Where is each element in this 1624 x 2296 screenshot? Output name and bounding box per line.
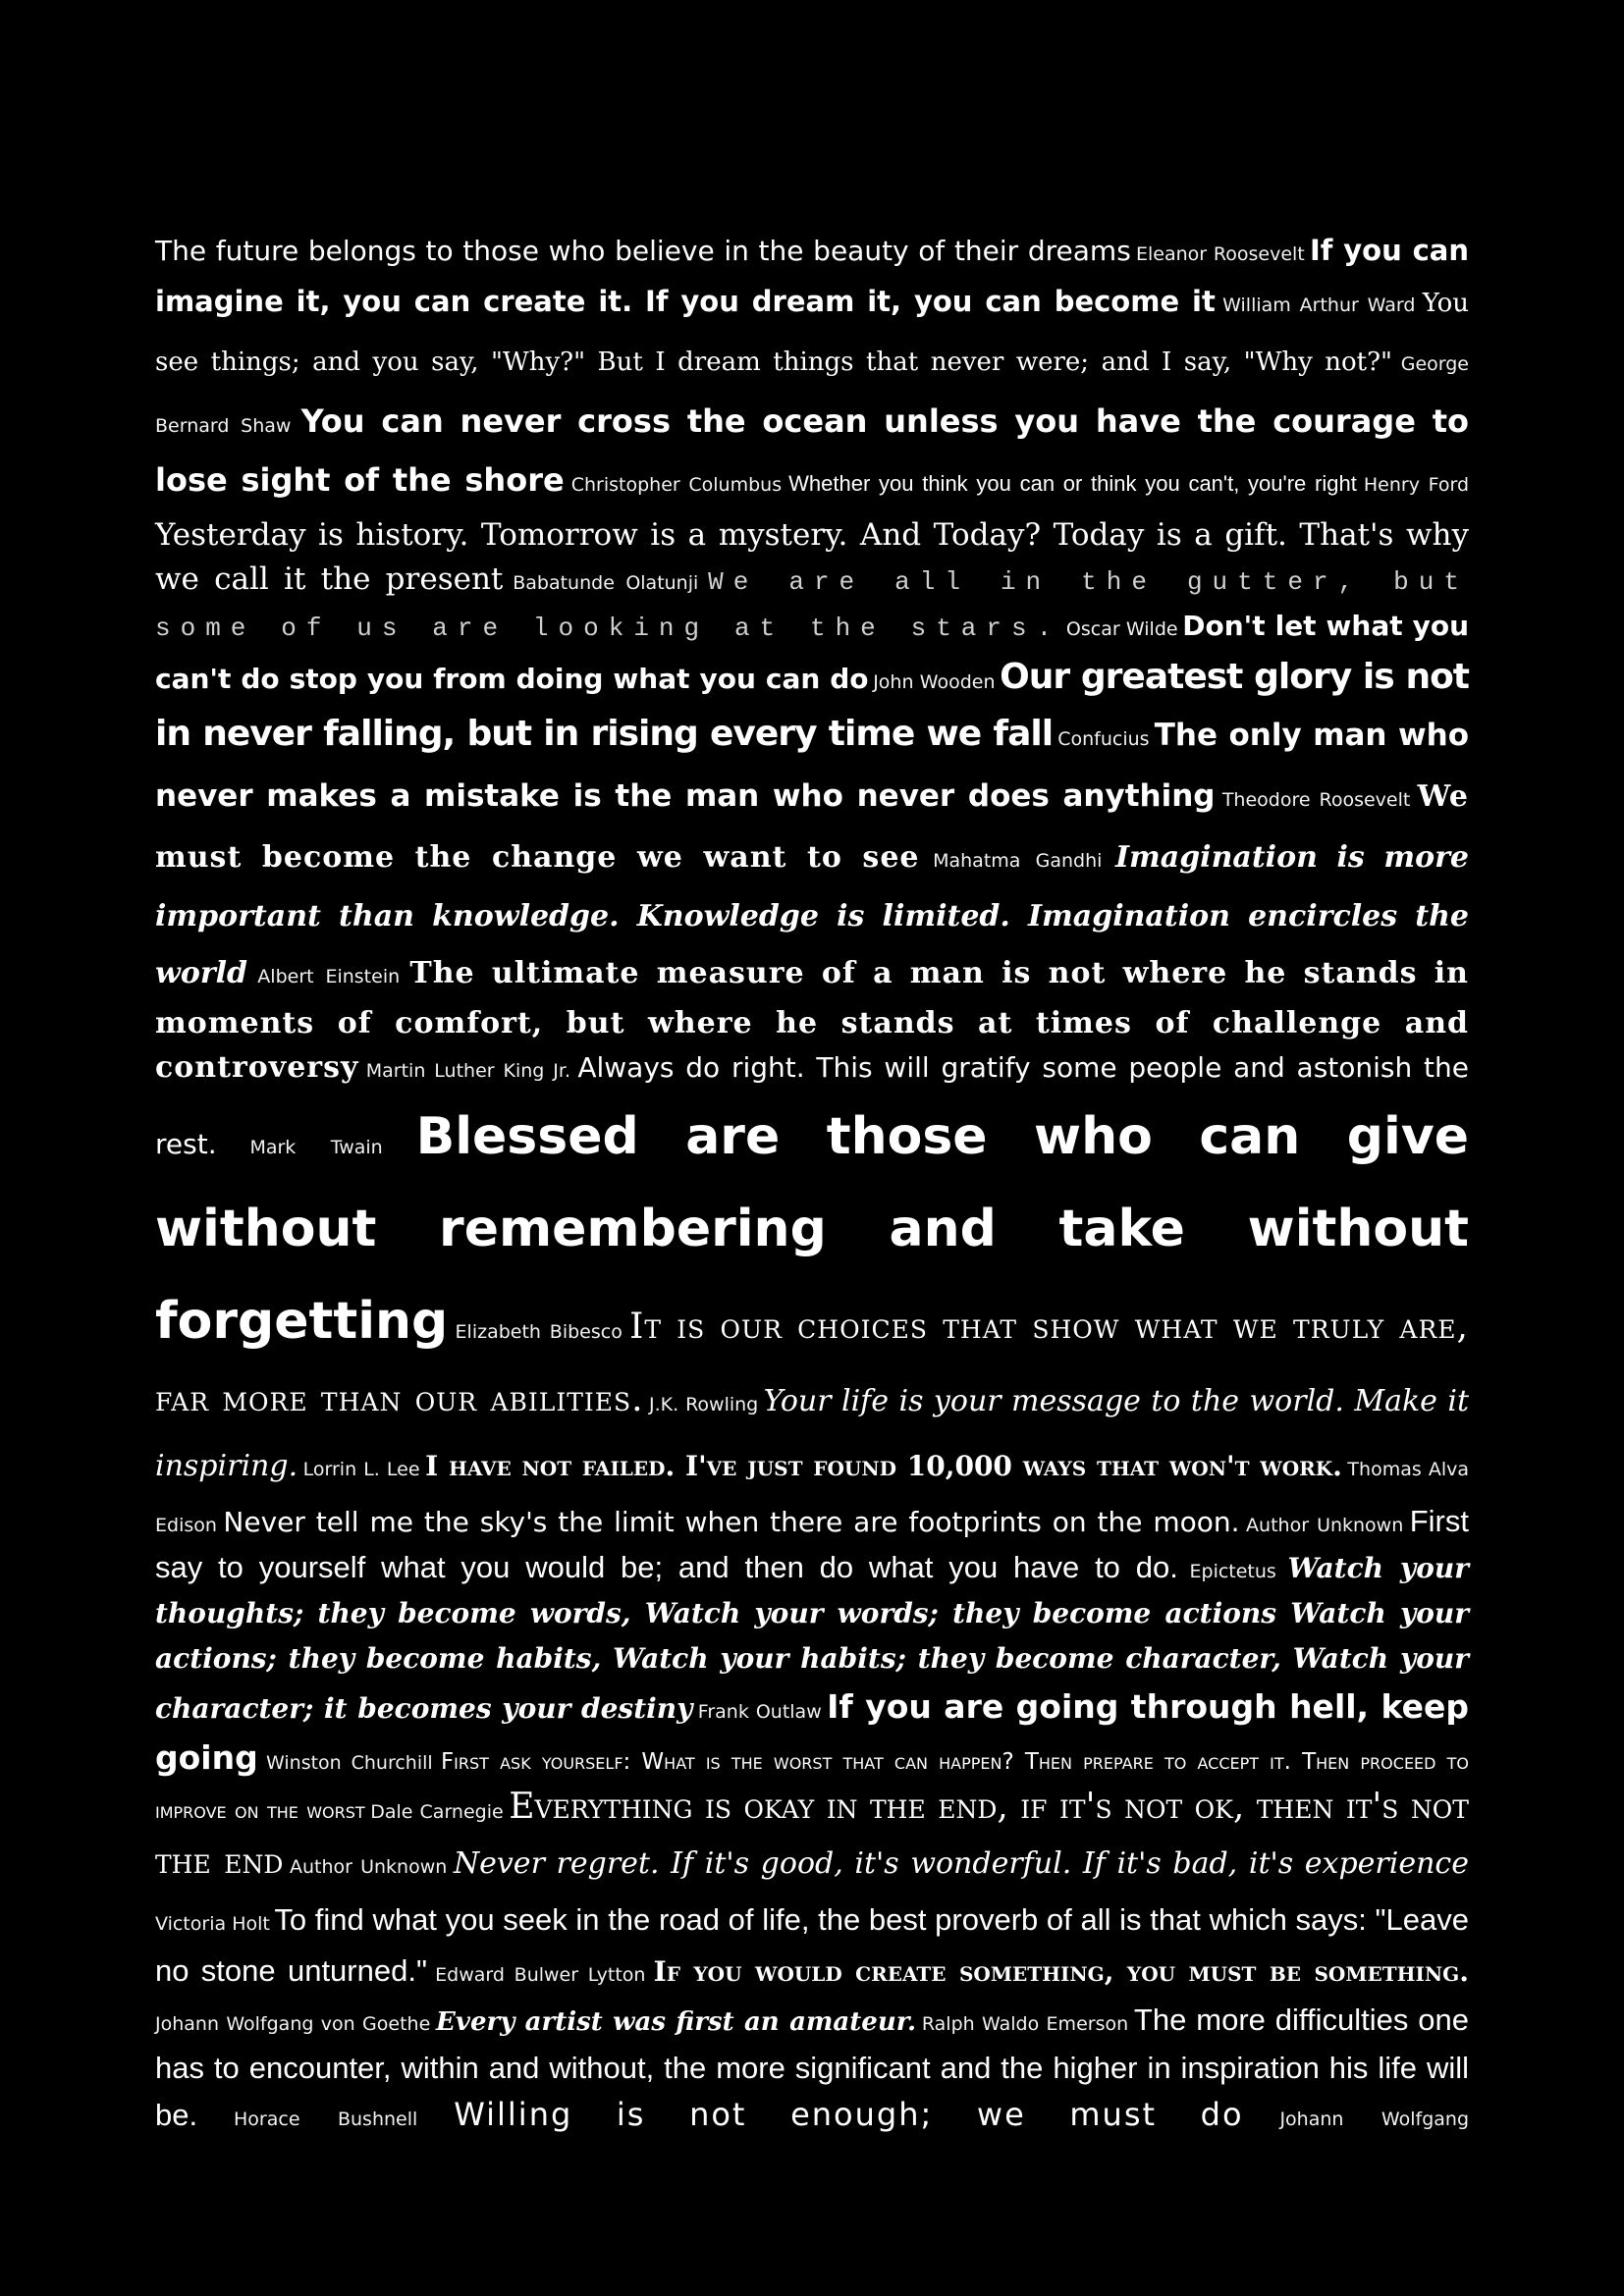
quote-text: You can never cross the ocean unless you have the courage to lose sight of the shore — [155, 402, 1470, 499]
quote-author: Mahatma Gandhi — [933, 850, 1103, 872]
quote-author: Horace Bushnell — [234, 2109, 418, 2130]
quote-text: We must become the change we want to see — [155, 779, 1469, 875]
quote-text: Never tell me the sky's the limit when there are footprints on the moon. — [223, 1506, 1240, 1538]
quote-author: Christopher Columbus — [570, 474, 783, 496]
quote-text: First ask yourself: What is the worst that can happen? Then prepare to accept it. Then proceed to improve on the worst — [155, 1749, 1469, 1824]
quote-text: Whether you think you can or think you can't, you're right — [788, 471, 1357, 496]
quote-text: Every artist was first an amateur. — [436, 2007, 917, 2037]
quote-author: Eleanor Roosevelt — [1136, 243, 1305, 265]
quote-text: I have not failed. I've just found 10,000 ways that won't work. — [425, 1450, 1342, 1482]
quote-author: Henry Ford — [1363, 474, 1470, 496]
quote-author: Elizabeth Bibesco — [455, 1321, 623, 1343]
quote-text: The only man who never makes a mistake is the man who never does anything — [155, 718, 1470, 814]
quote-author: Author Unknown — [1246, 1515, 1404, 1536]
quote-text: You see things; and you say, "Why?" But I dream things that never were; and I say, "Why not?" — [155, 289, 1470, 377]
quote-text: Don't let what you can't do stop you from doing what you can do — [155, 610, 1470, 695]
quote-author: Ralph Waldo Emerson — [921, 2013, 1129, 2035]
quote-text: To find what you seek in the road of life, the best proverb of all is that which says: "Leave no stone unturned." — [155, 1902, 1470, 1988]
quote-text: First say to yourself what you would be; and then do what you have to do. — [155, 1504, 1469, 1584]
quote-author: Theodore Roosevelt — [1221, 789, 1411, 811]
quote-author: Oscar Wilde — [1065, 618, 1178, 640]
quote-author: Confucius — [1057, 728, 1150, 750]
quote-text: Always do right. This will gratify some people and astonish the rest. — [155, 1051, 1469, 1160]
quote-author: Victoria Holt — [155, 1913, 270, 1935]
quote-author: Albert Einstein — [257, 966, 401, 988]
quote-author: Johann Wolfgang — [1279, 2109, 1470, 2130]
quote-text: The ultimate measure of a man is not where he stands in moments of comfort, but where he stands at times of challenge and controversy — [155, 956, 1469, 1085]
quote-text: Yesterday is history. Tomorrow is a mystery. And Today? Today is a gift. That's why we call it the present — [155, 517, 1469, 597]
quote-text: Your life is your message to the world. Make it inspiring. — [155, 1384, 1470, 1483]
quote-author: Lorrin L. Lee — [302, 1459, 420, 1480]
quote-author: Babatunde Olatunji — [513, 572, 699, 594]
quote-author: Dale Carnegie — [370, 1801, 504, 1823]
quotes-poster — [155, 228, 1469, 2139]
quote-author: J.K. Rowling — [648, 1394, 759, 1415]
quote-author: Frank Outlaw — [697, 1701, 822, 1723]
quote-author: George Bernard Shaw — [155, 353, 1469, 437]
quote-author: Epictetus — [1189, 1561, 1276, 1582]
quote-text: Willing is not enough; we must do — [454, 2096, 1244, 2133]
quote-text: Our greatest glory is not in never falling, but in rising every time we fall — [155, 657, 1470, 754]
quote-author: Edward Bulwer Lytton — [435, 1964, 646, 1986]
quote-author: Johann Wolfgang von Goethe — [155, 2013, 431, 2035]
quote-author: Thomas Alva Edison — [155, 1459, 1470, 1536]
quote-text: Imagination is more important than knowledge. Knowledge is limited. Imagination encircles the world — [155, 840, 1469, 990]
quote-text: We are all in the gutter, but some of us are looking at the stars. — [155, 567, 1469, 643]
quote-text: Never regret. If it's good, it's wonderful. If it's bad, it's experience — [453, 1846, 1469, 1881]
quote-author: Martin Luther King Jr. — [365, 1060, 570, 1082]
quote-author: Winston Churchill — [266, 1752, 433, 1774]
quote-text: Watch your thoughts; they become words, Watch your words; they become actions Watch your actions; they become habits, Watch your habits; they become character, Watch your character; it becomes your destiny — [155, 1552, 1469, 1725]
quote-author: Mark Twain — [249, 1137, 383, 1158]
quote-text: If you can imagine it, you can create it. If you dream it, you can become it — [155, 234, 1469, 318]
quote-text: It is our choices that show what we truly are, far more than our abilities. — [155, 1307, 1469, 1419]
quote-text: If you are going through hell, keep going — [155, 1687, 1469, 1777]
quote-text: If you would create something, you must be something. — [653, 1955, 1469, 1988]
quote-author: William Arthur Ward — [1222, 294, 1416, 316]
quote-text: The more difficulties one has to encounter, within and without, the more significant and the higher in inspiration his life will be. — [155, 2002, 1469, 2132]
quote-text: Blessed are those who can give without remembering and take without forgetting — [155, 1107, 1469, 1351]
quote-author: John Wooden — [873, 671, 996, 693]
quote-text: The future belongs to those who believe in the beauty of their dreams — [155, 235, 1131, 267]
quote-author: Author Unknown — [290, 1856, 448, 1878]
quote-text: Everything is okay in the end, if it's not ok, then it's not the end — [155, 1787, 1469, 1882]
